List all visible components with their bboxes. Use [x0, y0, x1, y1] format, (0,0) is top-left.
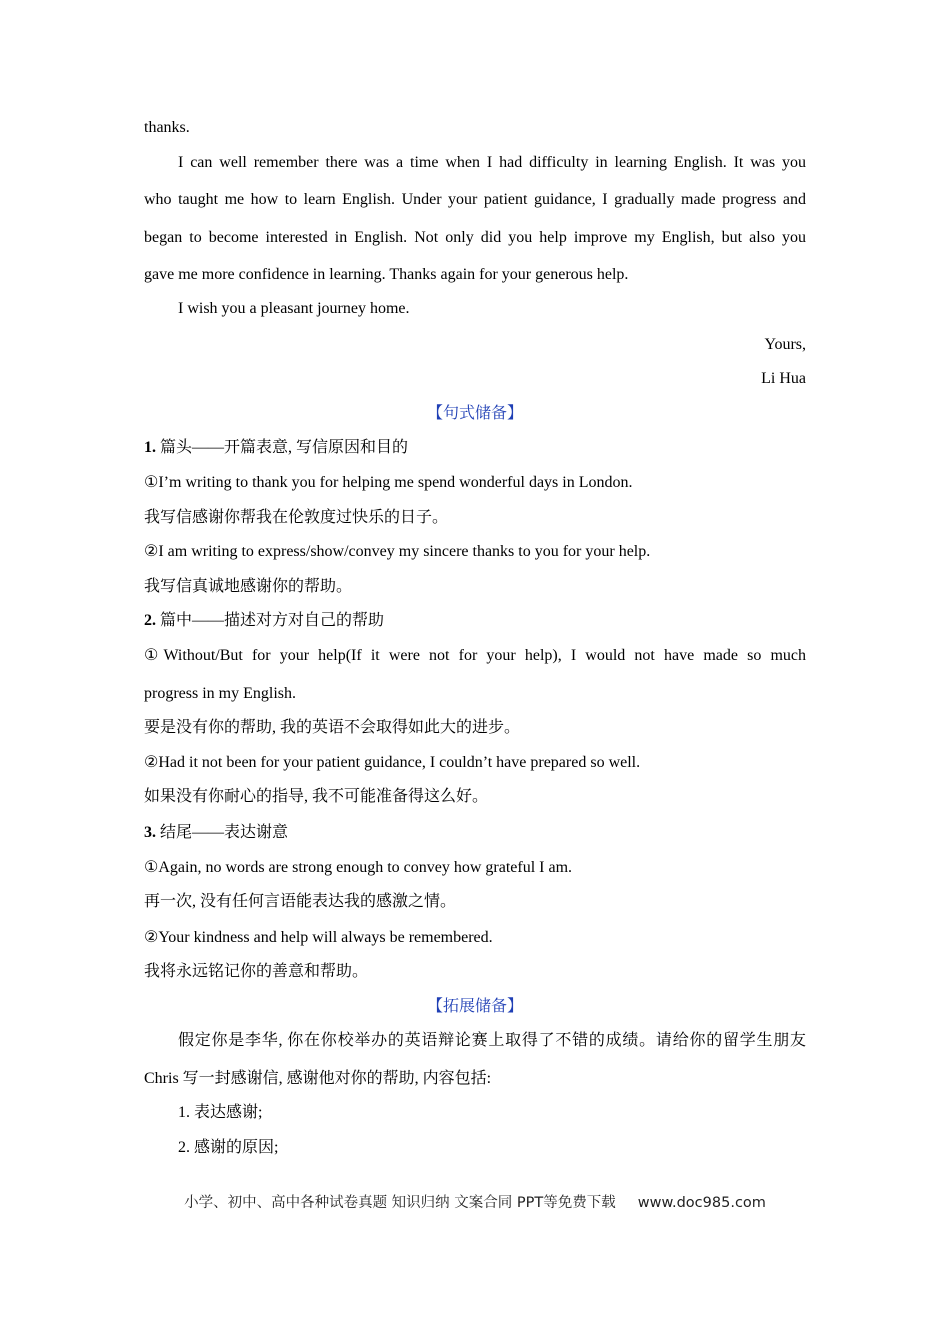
page-footer: [0, 1191, 950, 1212]
subheading-text: 结尾——表达谢意: [156, 824, 289, 841]
task-line: Chris 写一封感谢信, 感谢他对你的帮助, 内容包括:: [144, 1070, 492, 1087]
letter-paragraph-line: I can well remember there was a time when I had difficulty in learning English. It was you: [178, 154, 806, 171]
example-sentence-cn: 我写信感谢你帮我在伦敦度过快乐的日子。: [144, 509, 449, 526]
example-sentence-en: ①Again, no words are strong enough to convey how grateful I am.: [144, 859, 573, 876]
footer-text: 小学、初中、高中各种试卷真题 知识归纳 文案合同 PPT等免费下载: [184, 1195, 616, 1211]
subheading-body: [144, 611, 806, 631]
example-sentence-en-cont: progress in my English.: [144, 685, 296, 702]
subheading-ending: [144, 823, 806, 843]
subheading-number: 1.: [144, 439, 156, 456]
subheading-text: 篇头——开篇表意, 写信原因和目的: [156, 439, 409, 456]
letter-wish-line: I wish you a pleasant journey home.: [178, 300, 410, 317]
example-sentence-cn: 我将永远铭记你的善意和帮助。: [144, 963, 369, 980]
example-sentence-en: ②Your kindness and help will always be remembered.: [144, 929, 493, 946]
task-item: 2. 感谢的原因;: [178, 1139, 279, 1156]
example-sentence-cn: 再一次, 没有任何言语能表达我的感激之情。: [144, 893, 457, 910]
section-title-sentence-bank: 【句式储备】: [426, 405, 523, 422]
subheading-number: 2.: [144, 612, 156, 629]
letter-signature: Li Hua: [761, 370, 806, 387]
example-sentence-en: ①I’m writing to thank you for helping me spend wonderful days in London.: [144, 474, 633, 491]
task-line: 假定你是李华, 你在你校举办的英语辩论赛上取得了不错的成绩。请给你的留学生朋友: [178, 1032, 806, 1049]
subheading-text: 篇中——描述对方对自己的帮助: [156, 612, 385, 629]
letter-line-thanks: thanks.: [144, 119, 190, 136]
example-sentence-en: ②I am writing to express/show/convey my sincere thanks to you for your help.: [144, 543, 651, 560]
example-sentence-cn: 我写信真诚地感谢你的帮助。: [144, 578, 353, 595]
example-sentence-cn: 要是没有你的帮助, 我的英语不会取得如此大的进步。: [144, 719, 521, 736]
letter-paragraph-line: began to become interested in English. Not only did you help improve my English, but also you: [144, 229, 806, 246]
footer-url[interactable]: www.doc985.com: [637, 1195, 766, 1211]
letter-closing: Yours,: [764, 336, 806, 353]
example-sentence-en: ②Had it not been for your patient guidance, I couldn’t have prepared so well.: [144, 754, 641, 771]
example-sentence-cn: 如果没有你耐心的指导, 我不可能准备得这么好。: [144, 788, 489, 805]
letter-paragraph-line: who taught me how to learn English. Under your patient guidance, I gradually made progress and: [144, 191, 806, 208]
letter-paragraph-line: gave me more confidence in learning. Thanks again for your generous help.: [144, 266, 629, 283]
subheading-opening: [144, 438, 806, 458]
section-title-extension: 【拓展储备】: [426, 998, 523, 1015]
example-sentence-en: ①Without/But for your help(If it were not for your help), I would not have made so much: [144, 647, 806, 664]
subheading-number: 3.: [144, 824, 156, 841]
task-item: 1. 表达感谢;: [178, 1104, 263, 1121]
